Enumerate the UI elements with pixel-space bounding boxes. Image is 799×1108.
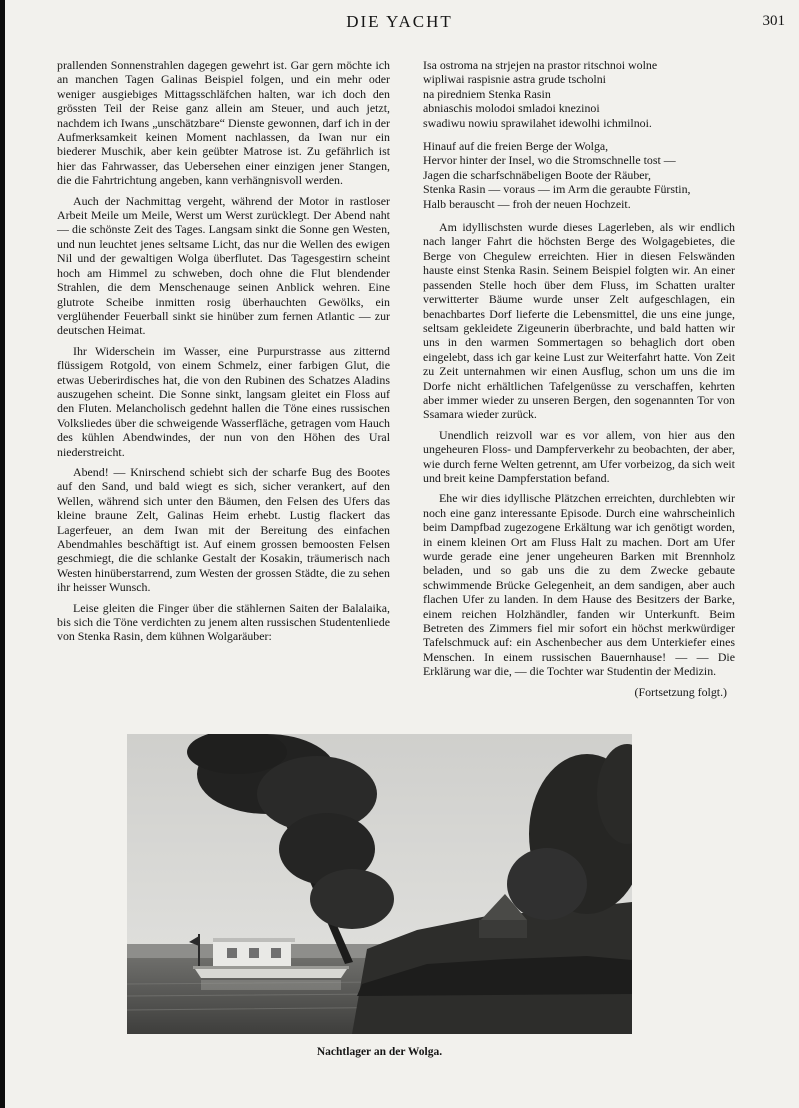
verse-line: swadiwu nowiu sprawilahet idewolhi ichmilnoi. (423, 115, 652, 130)
paragraph: Abend! — Knirschend schiebt sich der scharfe Bug des Bootes auf den Sand, und bald wiegt es sich, sicher verankert, auf den Wellen, während sich unter den Bäumen, den Felsen des Ufers das kleine braune Zelt, Galinas Heim erhebt. Lustig flackert das Lagerfeuer, an dem Iwan mit der Bereitung des einfachen Abendmahles beschäftigt ist. Auf einem grossen bemoosten Felsen geschmiegt, die die schlanke Gestalt der Kosakin, träumerisch nach Westen hinüberstarrend, zum Westen der grossen Städte, die zu sehen ihr heisser Wunsch. (57, 464, 390, 595)
paragraph: Auch der Nachmittag vergeht, während der Motor in rastloser Arbeit Meile um Meile, Werst um Werst zurücklegt. Der Abend naht — die schönste Zeit des Tages. Langsam sinkt die Sonne gen Westen, und nun leuchtet jenes seltsame Licht, das nur die Wellen des ewigen Nil und der gewaltigen Wolga überflutet. Das Tagesgestirn scheint hoch am Himmel zu schweben, doch ohne die Flut blendender Strahlen, die dem Menschenauge seinen Anblick wehren. Eine glutrote Scheibe inmitten rosig überhauchten Gewölks, ein verglühender Feuerball sinkt sie hinüber zum fernen Atlantic — zur deutschen Heimat. (57, 193, 390, 338)
verse-line: na piredniem Stenka Rasin (423, 86, 551, 101)
paragraph: Leise gleiten die Finger über die stählernen Saiten der Balalaika, bis sich die Töne verdichten zu jenem alten russischen Studentenliede von Stenka Rasin, dem kühnen Wolgaräuber: (57, 600, 390, 644)
paragraph: Ihr Widerschein im Wasser, eine Purpurstrasse aus zitternd flüssigem Rotgold, von einem Schmelz, einer farbigen Glut, die etwas Ueberirdisches hat, die von den Rubinen des Schatzes Aladins auszugehen scheint. Die Sonne sinkt, langsam gleitet ein Floss auf den Fluten. Melancholisch gedehnt hallen die Töne eines russischen Volksliedes über die schweigende Wasserfläche, getragen vom Hauch des kühlen Abendwindes, der nun von den Höhen des Ural niederstreicht. (57, 343, 390, 459)
verse-line: Hinauf auf die freien Berge der Wolga, (423, 139, 609, 154)
paragraph: Am idyllischsten wurde dieses Lagerleben, als wir endlich nach langer Fahrt die höchsten Berge des Wolgagebietes, die Berge von Chegulew erreichten. Hier in diesen Felswänden hauste einst Stenka Rasin. Seinem Beispiel folgten wir. An einer passenden Stelle hoch über dem Fluss, im Schatten uralter verwitterter Bäume wurde unser Zelt aufgeschlagen, ein benachbartes Dorf lieferte die Lebensmittel, die uns eine junge, seltsam gekleidete Zigeunerin überbrachte, und bald hatten wir uns in den warmen Sommertagen so behaglich dort oben eingelebt, dass ich gar keine Lust zur Weiterfahrt hatte. Von Zeit zu Zeit unternahmen wir einen Ausflug, schon um uns die im Dorfe nicht erhältlichen Tafelgenüsse zu verschaffen, kehrten aber immer wieder zu unseren Bergen, den sogenannten Tor von Ssamara wieder zurück. (423, 220, 735, 422)
photo-illustration (127, 734, 632, 1034)
verse-line: Hervor hinter der Insel, wo die Stromschnelle tost — (423, 153, 676, 168)
paragraph: Ehe wir dies idyllische Plätzchen erreichten, durchlebten wir noch eine ganz interessante Episode. Durch eine wahrscheinlich beim Dampfbad zugezogene Erkältung war ich genötigt worden, in einem kleinen Ort am Fluss Halt zu machen. Dort am Ufer wurde gerade eine jener ungeheuren Barken mit Brennholz beladen, und so gab uns die zu dem Zwecke gebaute schwimmende Brücke Gelegenheit, an dem sandigen, aber auch flachen Ufer zu landen. In dem Hause des Besitzers der Barke, einem reichen Holzhändler, fanden wir Unterkunft. Beim Betreten des Zimmers fiel mir sofort ein höchst merkwürdiger Tafelschmuck auf: ein Aschenbecher aus dem Unterkiefer eines Menschen. In einem russischen Bauernhause! — — Die Erklärung war die, — die Tochter war Studentin der Medizin. (423, 491, 735, 679)
right-column (423, 58, 735, 699)
scan-edge-shadow (0, 0, 5, 1108)
page-number: 301 (762, 13, 785, 29)
verse-line: wipliwai raspisnie astra grude tscholni (423, 72, 606, 87)
verse-russian (423, 58, 735, 130)
photo-caption: Nachtlager an der Wolga. (316, 1046, 443, 1058)
photo-river-camp (127, 734, 632, 1034)
verse-line: Stenka Rasin — voraus — im Arm die geraubte Fürstin, (423, 182, 691, 197)
page-header (0, 10, 799, 34)
verse-line: Isa ostroma na strjejen na prastor ritschnoi wolne (423, 58, 658, 72)
paragraph: prallenden Sonnenstrahlen dagegen gewehrt ist. Gar gern möchte ich an manchen Tagen Galinas Beispiel folgen, und ein mehr oder weniger ausgiebiges Mittagsschläfchen halten, war ich doch den grössten Teil der Reise ganz allein am Steuer, und auch jetzt, nachdem ich Iwans „unschätzbare“ Dienste gewonnen, darf ich in der Aufmerksamkeit keinen Moment nachlassen, da Iwan nur ein biederer Muschik, aber kein geübter Matrose ist. Zu gefährlich ist hier das Fahrwasser, das Uebersehen einer einzigen jener Stangen, die die Fahrtrichtung angeben, kann verhängnisvoll werden. (57, 58, 390, 188)
verse-german (423, 139, 735, 211)
journal-title: DIE YACHT (346, 12, 453, 31)
left-column (57, 58, 390, 650)
paragraph: Unendlich reizvoll war es vor allem, von hier aus den ungeheuren Floss- und Dampferverkehr zu beobachten, der aber, wie durch ferne Welten getrennt, am Ufer vorbeizog, da sich weit und breit keine Dampferstation befand. (423, 427, 735, 485)
verse-line: abniaschis molodoi smladoi knezinoi (423, 101, 600, 116)
verse-line: Jagen die scharfschnäbeligen Boote der Räuber, (423, 167, 652, 182)
verse-line: Halb berauscht — froh der neuen Hochzeit. (423, 196, 631, 211)
continued-note: (Fortsetzung folgt.) (634, 684, 727, 699)
